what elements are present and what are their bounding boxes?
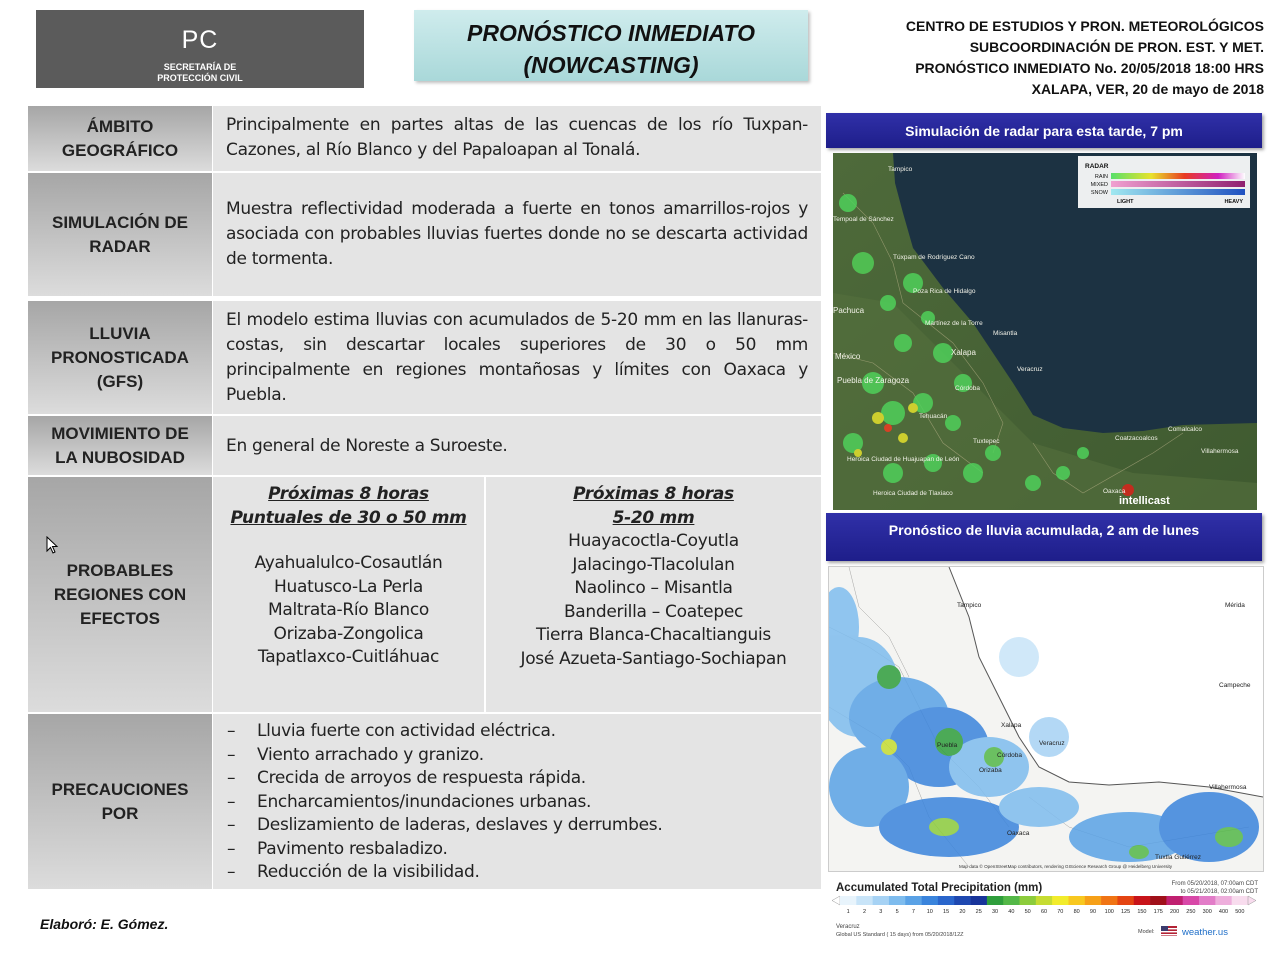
- map-city: Villahermosa: [1209, 784, 1247, 791]
- list-item: José Azueta-Santiago-Sochiapan: [520, 648, 787, 669]
- radar-map: [833, 153, 1257, 510]
- scale-swatch: [905, 896, 922, 905]
- legend-brand: weather.us: [1182, 927, 1228, 938]
- scale-swatch: [1117, 896, 1134, 905]
- city-label: Coatzacoalcos: [1115, 435, 1158, 442]
- region-list: [486, 530, 821, 671]
- scale-cap-right: [1248, 896, 1256, 905]
- scale-label: 200: [1169, 909, 1180, 915]
- bulletin-title: [414, 10, 808, 81]
- legend-chart-title: Accumulated Total Precipitation (mm): [836, 882, 1043, 894]
- row-label-radar: [28, 173, 212, 296]
- row-label-ambito: [28, 106, 212, 171]
- city-label: Poza Rica de Hidalgo: [913, 288, 976, 295]
- precip-scale-labels: [847, 909, 1245, 915]
- scale-swatch: [1068, 896, 1085, 905]
- scale-label: 20: [959, 909, 966, 915]
- scale-swatch: [954, 896, 971, 905]
- logo-line-1: SECRETARÍA DE: [163, 62, 237, 72]
- scale-label: 300: [1202, 909, 1212, 915]
- label-text: MOVIMIENTO DE LA NUBOSIDAD: [51, 423, 189, 467]
- precip-map: [828, 566, 1264, 872]
- map-city: Mérida: [1225, 602, 1245, 609]
- city-label: Heroica Ciudad de Tlaxiaco: [873, 490, 953, 497]
- scale-swatch: [938, 896, 955, 905]
- scale-label: 30: [991, 909, 999, 915]
- legend-snow: SNOW: [1090, 190, 1108, 196]
- city-label: Túxpam de Rodríguez Cano: [893, 254, 975, 261]
- scale-label: 7: [911, 909, 915, 915]
- list-item: – Encharcamientos/inundaciones urbanas.: [225, 791, 809, 815]
- scale-swatch: [971, 896, 988, 905]
- title-line-1: PRONÓSTICO INMEDIATO: [467, 20, 755, 46]
- scale-label: 3: [879, 909, 883, 915]
- precip-panel-title: Pronóstico de lluvia acumulada, 2 am de lunes: [826, 513, 1262, 561]
- logo-line-2: PROTECCIÓN CIVIL: [157, 73, 243, 83]
- issuer-line: SUBCOORDINACIÓN DE PRON. EST. Y MET.: [969, 39, 1264, 55]
- row-content-movimiento: En general de Noreste a Suroeste.: [213, 416, 821, 475]
- map-city: Puebla: [937, 742, 958, 749]
- scale-swatch: [1232, 896, 1249, 905]
- scale-label: 15: [943, 909, 950, 915]
- issuer-line: XALAPA, VER, 20 de mayo de 2018: [1031, 81, 1264, 97]
- scale-label: 80: [1073, 909, 1080, 915]
- precip-scale-bar: [832, 896, 1256, 905]
- radar-legend: [1078, 156, 1250, 208]
- column-subhead: 5-20 mm: [612, 507, 695, 528]
- list-item: Tierra Blanca-Chacaltianguis: [536, 625, 771, 645]
- row-label-lluvia: [28, 301, 212, 414]
- city-label: Heroica Ciudad de Huajuapan de León: [847, 456, 960, 463]
- regiones-left-column: [213, 477, 484, 712]
- map-city: Veracruz: [1039, 740, 1065, 747]
- map-city: Orizaba: [979, 767, 1002, 774]
- scale-swatch: [856, 896, 873, 905]
- list-item: Orizaba-Zongolica: [273, 623, 424, 644]
- logo-abbr: PC: [181, 26, 219, 54]
- scale-swatch: [873, 896, 890, 905]
- row-content-ambito: Principalmente en partes altas de las cuencas de los río Tuxpan-Cazones, al Río Blanco y del Papaloapan al Tonalá.: [213, 106, 821, 171]
- scale-label: 400: [1218, 909, 1229, 915]
- list-item: Ayahualulco-Cosautlán: [254, 553, 443, 573]
- scale-swatch: [1052, 896, 1069, 905]
- city-label: Córdoba: [955, 385, 980, 392]
- regiones-right-column: [486, 477, 821, 712]
- label-text: SIMULACIÓN DE RADAR: [52, 212, 188, 256]
- city-label: Villahermosa: [1201, 448, 1239, 455]
- label-text: PRECAUCIONES POR: [51, 779, 189, 823]
- map-city: Campeche: [1219, 682, 1251, 689]
- scale-label: 175: [1153, 909, 1163, 915]
- list-item: Naolinco – Misantla: [574, 578, 733, 598]
- precip-legend: [828, 874, 1262, 940]
- precaution-list: [225, 720, 809, 885]
- title-line-2: (NOWCASTING): [523, 52, 699, 78]
- map-city: Xalapa: [1001, 722, 1022, 729]
- legend-to: to 05/21/2018, 02:00am CDT: [1180, 889, 1258, 895]
- city-label: Puebla de Zaragoza: [837, 376, 910, 385]
- scale-label: 40: [1008, 909, 1015, 915]
- column-head: Próximas 8 horas: [268, 484, 429, 504]
- radar-brand: intellicast: [1119, 495, 1170, 507]
- list-item: – Viento arrachado y granizo.: [225, 744, 809, 768]
- scale-swatch: [1003, 896, 1020, 905]
- scale-swatch: [1199, 896, 1216, 905]
- row-content-lluvia: El modelo estima lluvias con acumulados de 5-20 mm en las llanuras-costas, sin descartar locales superiores de 30 o 50 mm principalmente en regiones montañosas y límites con Oaxaca y Puebla.: [213, 301, 821, 414]
- city-label: Pachuca: [833, 306, 865, 315]
- scale-swatch: [889, 896, 906, 905]
- scale-label: 100: [1104, 909, 1114, 915]
- list-item: Tapatlaxco-Cuitláhuac: [257, 647, 440, 667]
- scale-swatch: [1215, 896, 1232, 905]
- scale-label: 500: [1235, 909, 1245, 915]
- scale-swatch: [1183, 896, 1200, 905]
- scale-swatch: [1101, 896, 1118, 905]
- column-head: Próximas 8 horas: [573, 484, 734, 504]
- list-item: – Pavimento resbaladizo.: [225, 838, 809, 862]
- scale-swatch: [1150, 896, 1167, 905]
- legend-heavy: HEAVY: [1224, 199, 1243, 205]
- scale-label: 1: [846, 909, 850, 915]
- row-content-precauciones: [213, 714, 821, 889]
- city-label: Tehuacán: [919, 413, 948, 420]
- row-label-precauciones: [28, 714, 212, 889]
- row-label-movimiento: [28, 416, 212, 475]
- legend-model: Global US Standard ( 15 days) from 05/20/2018/12Z: [836, 932, 964, 938]
- scale-label: 70: [1057, 909, 1064, 915]
- scale-swatch: [1134, 896, 1151, 905]
- city-label: Tampico: [888, 166, 913, 173]
- legend-title: RADAR: [1085, 163, 1109, 170]
- footer-credit: Elaboró: E. Gómez.: [40, 916, 169, 932]
- issuer-line: PRONÓSTICO INMEDIATO No. 20/05/2018 18:00 HRS: [915, 60, 1264, 76]
- scale-swatch: [1085, 896, 1102, 905]
- row-content-radar: Muestra reflectividad moderada a fuerte en tonos amarrillos-rojos y asociada con probables lluvias fuertes donde no se descarta actividad de tormenta.: [213, 173, 821, 296]
- legend-rain: RAIN: [1094, 174, 1108, 180]
- list-item: – Crecida de arroyos de respuesta rápida.: [225, 767, 809, 791]
- city-label: México: [835, 352, 861, 361]
- scale-label: 125: [1121, 909, 1131, 915]
- scale-swatch: [987, 896, 1004, 905]
- label-text: PROBABLES REGIONES CON EFECTOS: [53, 560, 187, 628]
- legend-mixed: MIXED: [1090, 182, 1108, 188]
- list-item: – Deslizamiento de laderas, deslaves y derrumbes.: [225, 814, 809, 838]
- legend-model-label: Model:: [1138, 929, 1155, 935]
- city-label: Oaxaca: [1103, 488, 1126, 495]
- legend-from: From 05/20/2018, 07:00am CDT: [1171, 881, 1258, 887]
- list-item: Jalacingo-Tlacolulan: [572, 554, 735, 575]
- city-label: Tuxtepec: [973, 438, 1000, 445]
- list-item: Maltrata-Río Blanco: [267, 600, 430, 620]
- region-list: [213, 552, 484, 670]
- legend-region: Veracruz: [836, 924, 860, 930]
- list-item: – Lluvia fuerte con actividad eléctrica.: [225, 720, 809, 744]
- list-item: Banderilla – Coatepec: [563, 601, 744, 622]
- city-label: Misantla: [993, 330, 1018, 337]
- scale-label: 250: [1186, 909, 1196, 915]
- row-label-regiones: [28, 477, 212, 712]
- scale-label: 50: [1024, 909, 1031, 915]
- logo: [36, 10, 364, 88]
- scale-label: 10: [926, 909, 933, 915]
- logo-subtitle: [36, 62, 364, 84]
- scale-label: 2: [862, 909, 867, 915]
- city-label: Martínez de la Torre: [925, 320, 983, 327]
- issuer-info: [906, 16, 1264, 100]
- label-text: ÁMBITO GEOGRÁFICO: [61, 116, 179, 160]
- map-city: Tampico: [957, 602, 982, 609]
- scale-swatch: [1036, 896, 1053, 905]
- legend-light: LIGHT: [1117, 199, 1134, 205]
- scale-label: 25: [975, 909, 982, 915]
- map-city: Córdoba: [997, 752, 1022, 759]
- scale-swatch: [922, 896, 939, 905]
- map-city: Tuxtla Gutiérrez: [1155, 854, 1201, 861]
- scale-swatch: [1020, 896, 1037, 905]
- mouse-cursor-icon: [46, 536, 59, 555]
- scale-swatch: [840, 896, 857, 905]
- city-label: Veracruz: [1017, 366, 1043, 373]
- flag-icon: [1161, 926, 1177, 936]
- list-item: Huayacoctla-Coyutla: [568, 531, 739, 551]
- label-text: LLUVIA PRONOSTICADA (GFS): [51, 323, 189, 391]
- map-credit: Map data © OpenStreetMap contributors, rendering GIScience Research Group @ Heidelberg University: [959, 864, 1173, 869]
- scale-label: 150: [1137, 909, 1147, 915]
- scale-cap-left: [832, 896, 840, 905]
- scale-label: 90: [1089, 909, 1097, 915]
- map-city: Oaxaca: [1007, 830, 1030, 837]
- city-label: Xalapa: [951, 348, 976, 357]
- issuer-line: CENTRO DE ESTUDIOS Y PRON. METEOROLÓGICOS: [905, 18, 1264, 34]
- scale-swatch: [1166, 896, 1183, 905]
- scale-label: 60: [1040, 909, 1048, 915]
- scale-label: 5: [895, 909, 899, 915]
- city-label: Comalcalco: [1168, 426, 1202, 433]
- list-item: – Reducción de la visibilidad.: [225, 861, 809, 885]
- radar-panel-title: Simulación de radar para esta tarde, 7 pm: [826, 113, 1262, 148]
- city-label: Tempoal de Sánchez: [833, 216, 894, 223]
- column-subhead: Puntuales de 30 o 50 mm: [230, 507, 467, 528]
- list-item: Huatusco-La Perla: [274, 576, 423, 597]
